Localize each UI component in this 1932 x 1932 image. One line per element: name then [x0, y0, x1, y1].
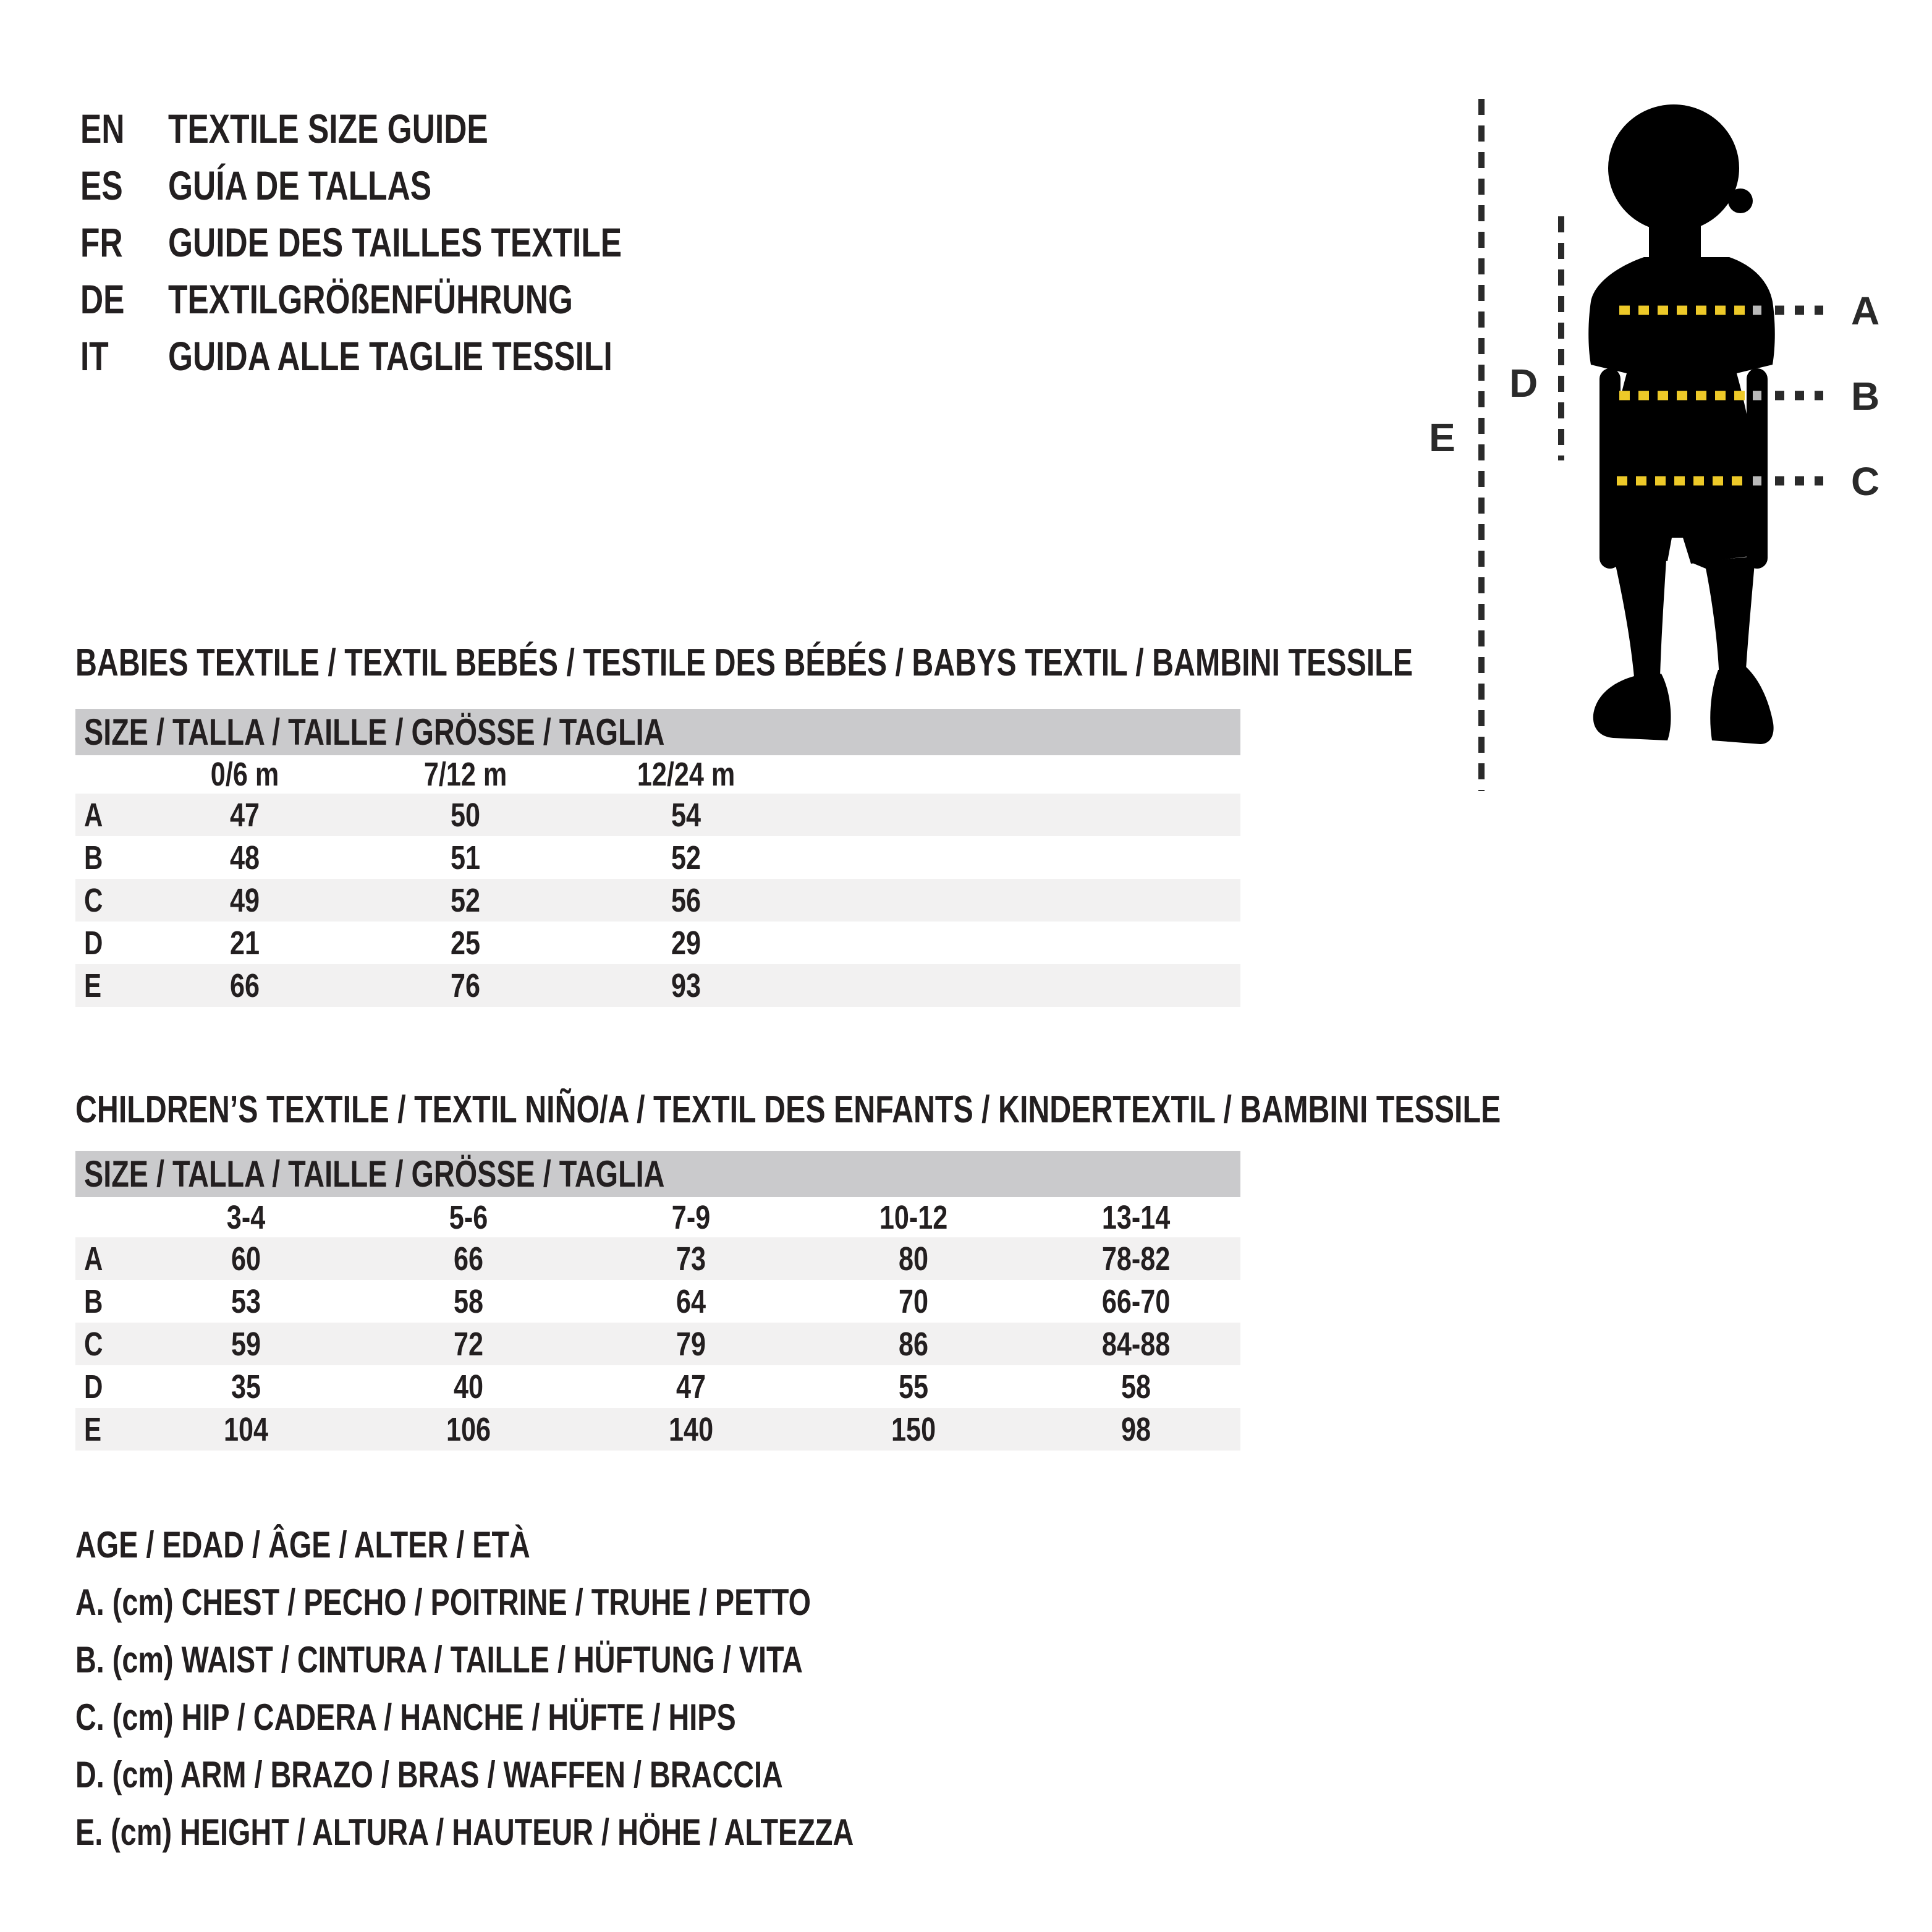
marker-label-c: C — [1851, 459, 1880, 504]
legend-line-height — [75, 1813, 1073, 1852]
table-row — [75, 1323, 1240, 1365]
cell-value: 93 — [671, 967, 701, 1004]
lang-code: DE — [80, 276, 125, 322]
cell-value: 25 — [451, 924, 481, 962]
language-title-block — [0, 0, 1051, 402]
cell-value: 98 — [1121, 1410, 1151, 1448]
cell-value: 140 — [668, 1410, 714, 1448]
cell-value: 86 — [898, 1325, 929, 1363]
babies-col-12-24m: 12/24 m — [637, 756, 735, 793]
cell-value: 50 — [451, 796, 481, 834]
cell-value: 40 — [453, 1368, 484, 1405]
marker-label-b: B — [1851, 374, 1880, 418]
cell-value: 49 — [230, 881, 260, 919]
children-heading-text: CHILDREN’S TEXTILE / TEXTIL NIÑO/A / TEXTIL DES ENFANTS / KINDERTEXTIL / BAMBINI TESSILE — [75, 1088, 1501, 1131]
cell-value: 76 — [451, 967, 481, 1004]
table-row — [75, 964, 1240, 1007]
cell-value: 66 — [230, 967, 260, 1004]
cell-value: 21 — [230, 924, 260, 962]
cell-value: 84-88 — [1101, 1325, 1171, 1363]
babies-section-heading — [75, 644, 1790, 682]
legend-line-waist — [75, 1641, 1008, 1679]
lang-title: TEXTILGRÖßENFÜHRUNG — [168, 276, 573, 322]
legend-text: E. (cm) HEIGHT / ALTURA / HAUTEUR / HÖHE / ALTEZZA — [75, 1811, 854, 1853]
babies-size-table — [75, 755, 1240, 1007]
cell-value: 79 — [676, 1325, 706, 1363]
children-col-3-4: 3-4 — [226, 1198, 266, 1236]
cell-value: 78-82 — [1101, 1240, 1171, 1277]
cell-value: 35 — [231, 1368, 261, 1405]
babies-col-0-6m: 0/6 m — [211, 756, 279, 793]
lang-title: TEXTILE SIZE GUIDE — [168, 106, 488, 151]
row-label: D — [84, 1368, 103, 1405]
children-col-13-14: 13-14 — [1101, 1198, 1171, 1236]
table-row — [75, 922, 1240, 964]
children-size-header-bar — [75, 1151, 1240, 1197]
lang-code: FR — [80, 219, 123, 265]
cell-value: 47 — [230, 796, 260, 834]
cell-value: 52 — [671, 839, 701, 876]
cell-value: 48 — [230, 839, 260, 876]
children-col-7-9: 7-9 — [671, 1198, 711, 1236]
children-size-header-text: SIZE / TALLA / TAILLE / GRÖSSE / TAGLIA — [84, 1153, 665, 1195]
cell-value: 51 — [451, 839, 481, 876]
row-label: A — [84, 796, 103, 834]
children-col-5-6: 5-6 — [449, 1198, 488, 1236]
cell-value: 80 — [898, 1240, 929, 1277]
legend-text: AGE / EDAD / ÂGE / ALTER / ETÀ — [75, 1524, 530, 1566]
cell-value: 52 — [451, 881, 481, 919]
row-label: C — [84, 1325, 103, 1363]
cell-value: 66 — [453, 1240, 484, 1277]
legend-line-arm — [75, 1756, 983, 1794]
marker-label-a: A — [1851, 289, 1880, 333]
row-label: D — [84, 924, 103, 962]
cell-value: 47 — [676, 1368, 706, 1405]
legend-line-chest — [75, 1583, 1019, 1622]
babies-col-7-12m: 7/12 m — [424, 756, 507, 793]
lang-code: ES — [80, 163, 123, 208]
cell-value: 29 — [671, 924, 701, 962]
babies-heading-text: BABIES TEXTILE / TEXTIL BEBÉS / TESTILE DES BÉBÉS / BABYS TEXTIL / BAMBINI TESSILE — [75, 642, 1413, 684]
lang-title: GUIDE DES TAILLES TEXTILE — [168, 219, 622, 265]
row-label: B — [84, 1282, 103, 1320]
cell-value: 106 — [446, 1410, 491, 1448]
cell-value: 73 — [676, 1240, 706, 1277]
children-section-heading — [75, 1088, 1903, 1131]
lang-code: IT — [80, 333, 109, 379]
legend-text: B. (cm) WAIST / CINTURA / TAILLE / HÜFTUNG / VITA — [75, 1639, 803, 1680]
cell-value: 59 — [231, 1325, 261, 1363]
children-size-table — [75, 1197, 1240, 1451]
row-label: C — [84, 881, 103, 919]
babies-column-header-row — [75, 755, 1240, 794]
table-row — [75, 1365, 1240, 1408]
cell-value: 150 — [891, 1410, 936, 1448]
cell-value: 53 — [231, 1282, 261, 1320]
row-label: B — [84, 839, 103, 876]
cell-value: 56 — [671, 881, 701, 919]
row-label: A — [84, 1240, 103, 1277]
cell-value: 70 — [898, 1282, 929, 1320]
row-label: E — [84, 1410, 102, 1448]
legend-line-hip — [75, 1698, 922, 1737]
cell-value: 55 — [898, 1368, 929, 1405]
legend-line-age — [75, 1526, 658, 1564]
babies-size-header-text: SIZE / TALLA / TAILLE / GRÖSSE / TAGLIA — [84, 711, 665, 753]
table-row — [75, 794, 1240, 836]
cell-value: 60 — [231, 1240, 261, 1277]
lang-title: GUIDA ALLE TAGLIE TESSILI — [168, 333, 612, 379]
cell-value: 72 — [453, 1325, 484, 1363]
cell-value: 64 — [676, 1282, 706, 1320]
table-row — [75, 1280, 1240, 1323]
marker-label-d: D — [1509, 361, 1538, 405]
cell-value: 58 — [453, 1282, 484, 1320]
legend-text: D. (cm) ARM / BRAZO / BRAS / WAFFEN / BRACCIA — [75, 1754, 783, 1795]
table-row — [75, 879, 1240, 922]
cell-value: 58 — [1121, 1368, 1151, 1405]
legend-text: A. (cm) CHEST / PECHO / POITRINE / TRUHE / PETTO — [75, 1582, 811, 1623]
table-row — [75, 836, 1240, 879]
legend-text: C. (cm) HIP / CADERA / HANCHE / HÜFTE / HIPS — [75, 1697, 736, 1738]
children-col-10-12: 10-12 — [879, 1198, 948, 1236]
lang-code: EN — [80, 106, 125, 151]
measurement-figure-diagram — [1391, 74, 1932, 816]
cell-value: 66-70 — [1101, 1282, 1171, 1320]
marker-label-e: E — [1429, 415, 1455, 460]
cell-value: 104 — [223, 1410, 269, 1448]
babies-size-header-bar — [75, 709, 1240, 755]
children-column-header-row — [75, 1197, 1240, 1237]
table-row — [75, 1237, 1240, 1280]
table-row — [75, 1408, 1240, 1451]
cell-value: 54 — [671, 796, 701, 834]
row-label: E — [84, 967, 102, 1004]
lang-title: GUÍA DE TALLAS — [168, 163, 432, 208]
